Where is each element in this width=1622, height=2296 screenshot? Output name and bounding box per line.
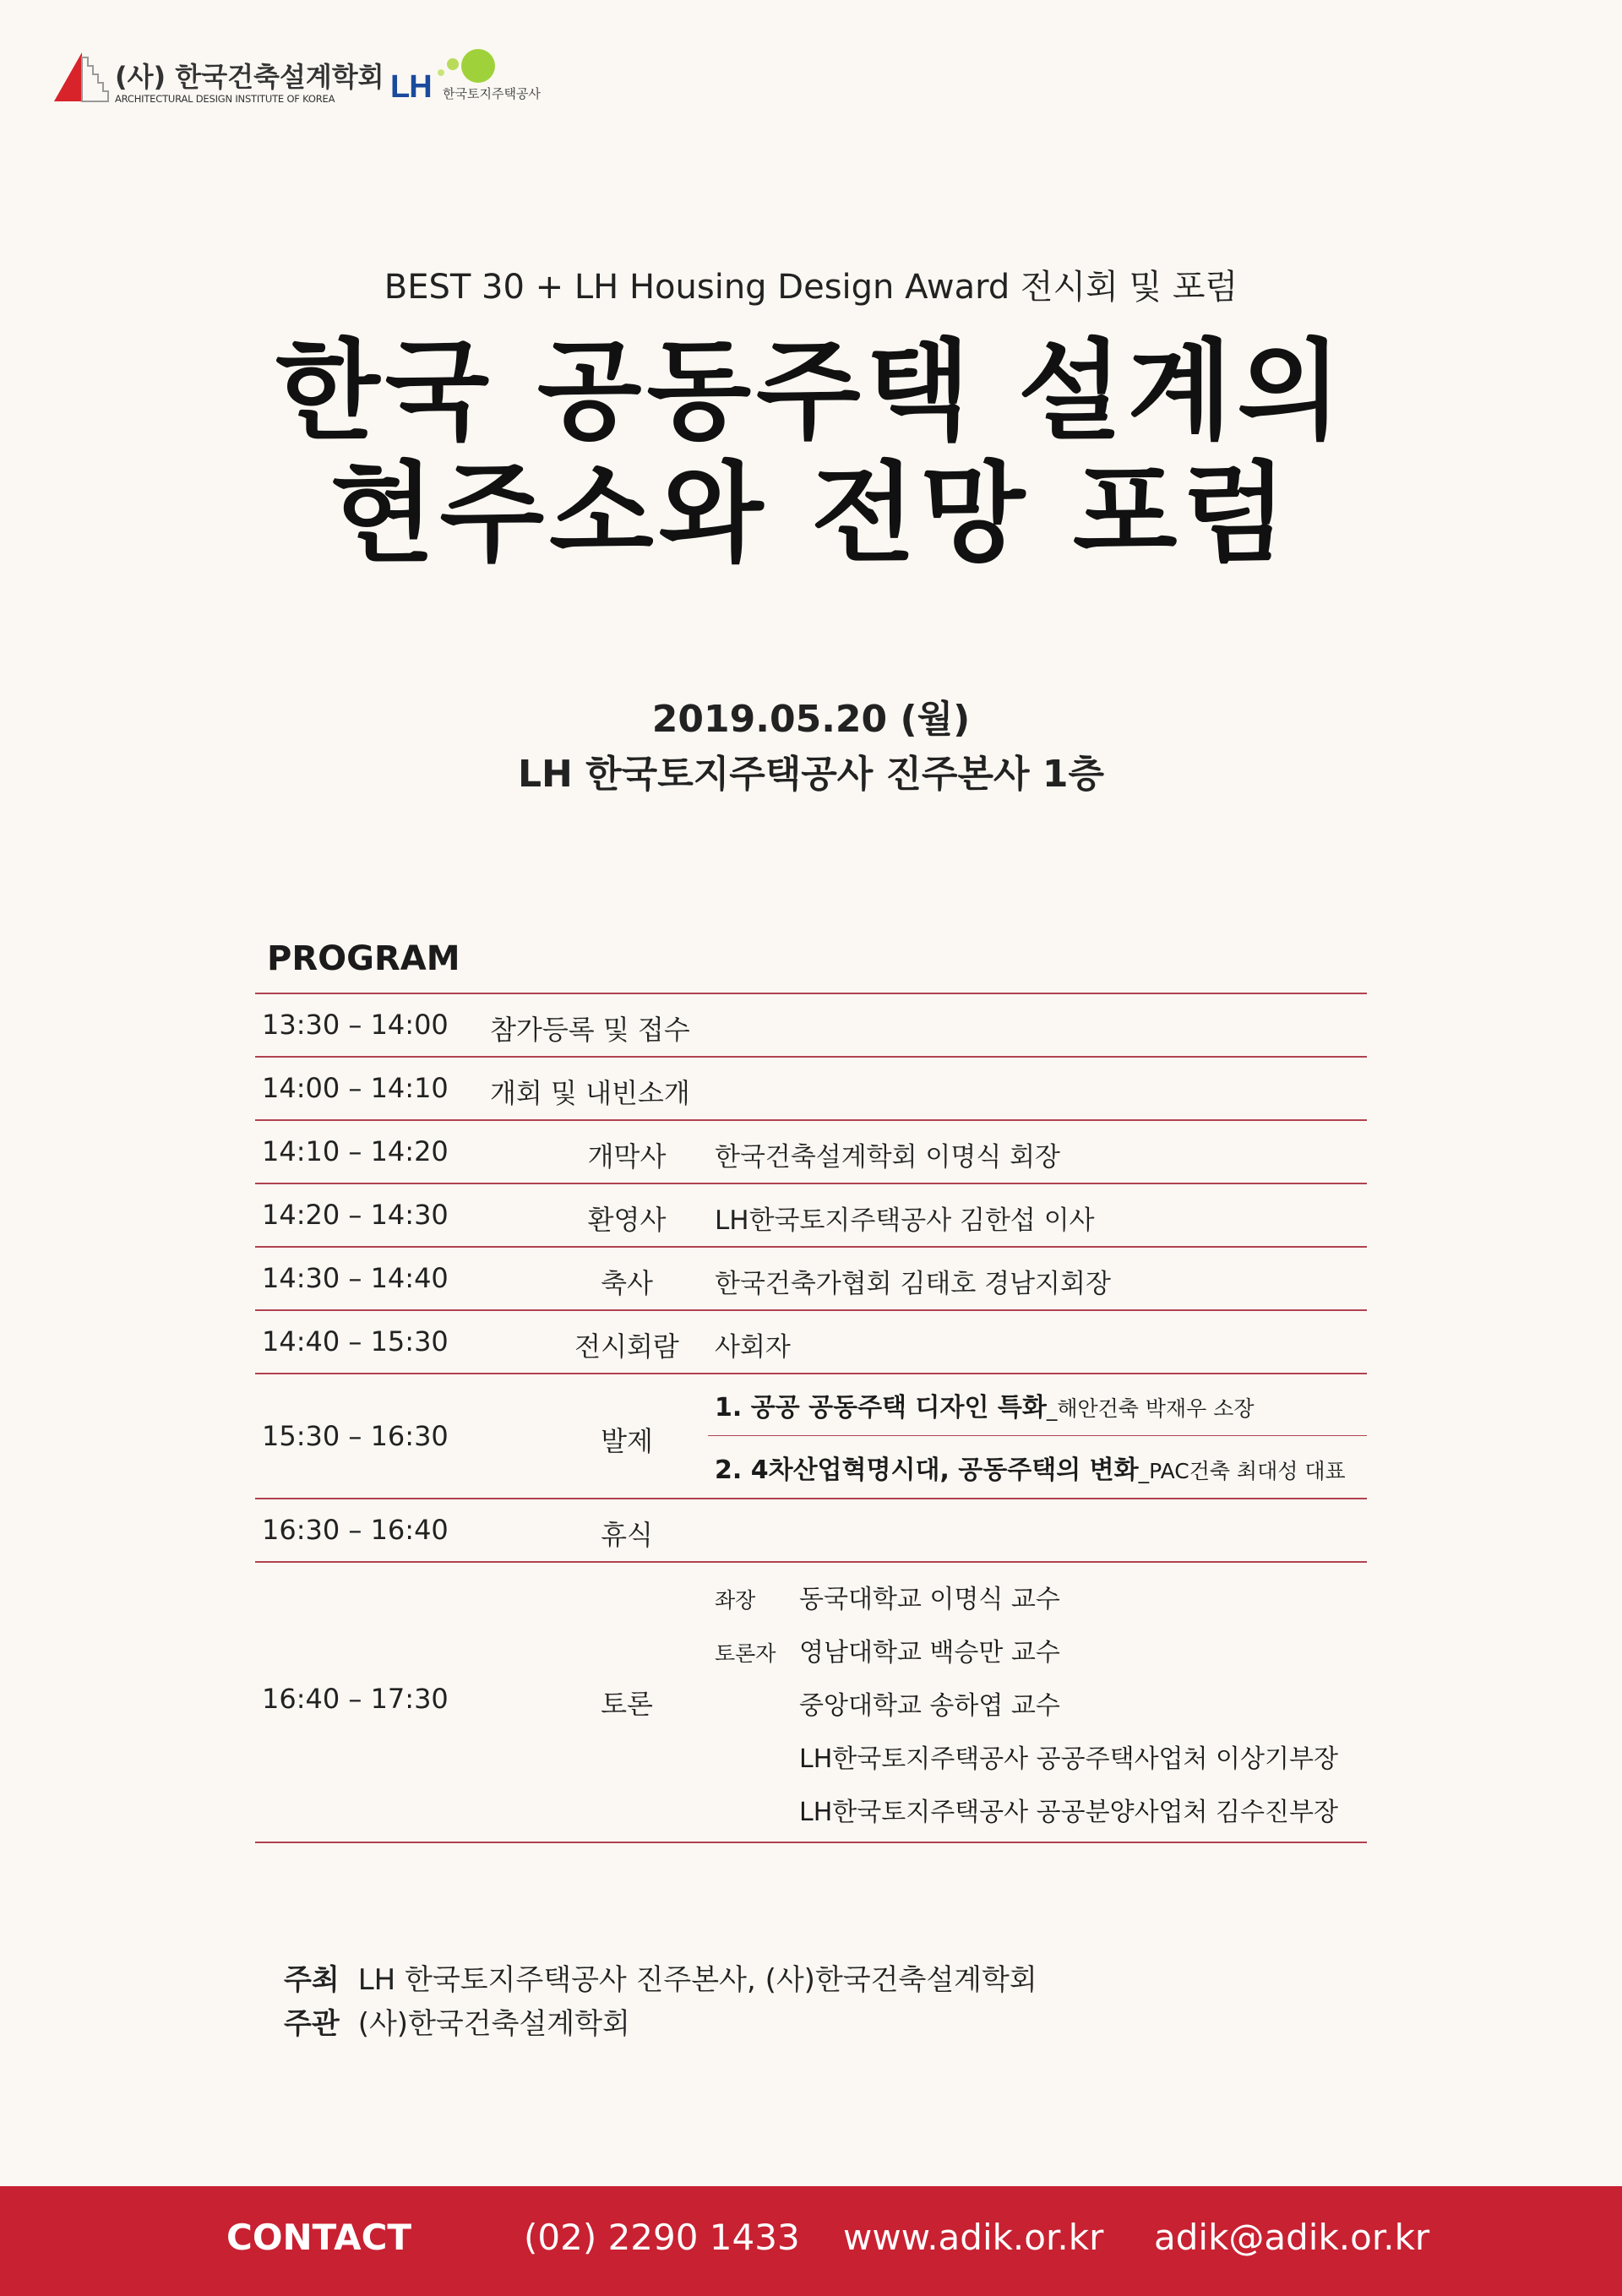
talk-title: 1. 공공 공동주택 디자인 특화 <box>715 1393 1047 1423</box>
talk-divider <box>708 1435 1367 1436</box>
row-time: 16:30 – 16:40 <box>262 1514 449 1546</box>
row-detail: 한국건축설계학회 이명식 회장 <box>715 1142 1061 1172</box>
program-row <box>255 1246 1367 1309</box>
program-row <box>255 1119 1367 1183</box>
row-activity: 개막사 <box>587 1140 667 1172</box>
row-time: 15:30 – 16:30 <box>262 1420 449 1452</box>
contact-website-link[interactable]: www.adik.or.kr <box>843 2217 1104 2258</box>
row-detail: 한국건축가협회 김태호 경남지회장 <box>715 1269 1111 1299</box>
lh-mark: LH <box>390 69 432 105</box>
row-activity: 축사 <box>601 1267 653 1299</box>
panel-name: 중앙대학교 송하엽 교수 <box>799 1691 1060 1721</box>
panel-member <box>715 1578 1060 1615</box>
talk-speaker: _해안건축 박재우 소장 <box>1046 1396 1255 1421</box>
panel-role: 토론자 <box>715 1641 776 1666</box>
contact-footer <box>0 2186 1622 2296</box>
event-date: 2019.05.20 (월) <box>651 698 971 741</box>
organizer-value: (사)한국건축설계학회 <box>357 2007 630 2041</box>
talk-title: 2. 4차산업혁명시대, 공동주택의 변화 <box>715 1455 1139 1485</box>
program-row <box>255 1498 1367 1561</box>
row-time: 14:20 – 14:30 <box>262 1199 449 1231</box>
program-row <box>255 1183 1367 1246</box>
row-time: 16:40 – 17:30 <box>262 1683 449 1715</box>
row-time: 14:10 – 14:20 <box>262 1135 449 1167</box>
organizer-label: 주관 <box>284 2007 340 2041</box>
panel-role: 좌장 <box>715 1588 756 1613</box>
panel-name: LH한국토지주택공사 공공주택사업처 이상기부장 <box>799 1744 1338 1774</box>
organizer-line <box>284 2000 630 2042</box>
row-detail: LH한국토지주택공사 김한섭 이사 <box>715 1205 1095 1236</box>
panel-member <box>715 1631 1060 1668</box>
host-value: LH 한국토지주택공사 진주본사, (사)한국건축설계학회 <box>357 1963 1037 1997</box>
program-row <box>255 993 1367 1056</box>
row-activity: 발제 <box>601 1425 653 1457</box>
program-row-panel <box>255 1561 1367 1843</box>
adik-english-name: ARCHITECTURAL DESIGN INSTITUTE OF KOREA <box>115 93 335 105</box>
adik-name: (사) 한국건축설계학회 <box>115 61 384 93</box>
program-row-talks <box>255 1373 1367 1498</box>
host-line <box>284 1956 1037 1998</box>
host-label: 주최 <box>284 1963 340 1997</box>
row-activity: 토론 <box>601 1688 653 1720</box>
lh-logo <box>390 47 559 106</box>
panel-name: 영남대학교 백승만 교수 <box>799 1638 1060 1668</box>
row-time: 13:30 – 14:00 <box>262 1009 449 1041</box>
event-venue: LH 한국토지주택공사 진주본사 1층 <box>518 753 1104 796</box>
program-row <box>255 1056 1367 1119</box>
contact-phone[interactable]: (02) 2290 1433 <box>524 2217 800 2258</box>
row-time: 14:30 – 14:40 <box>262 1262 449 1294</box>
event-title-line2: 현주소와 전망 포럼 <box>329 451 1293 577</box>
contact-email-link[interactable]: adik@adik.or.kr <box>1154 2217 1430 2258</box>
talk-item <box>715 1449 1346 1486</box>
program-row <box>255 1309 1367 1373</box>
row-activity: 개회 및 내빈소개 <box>490 1077 690 1109</box>
talk-item <box>715 1386 1255 1423</box>
event-title-line1: 한국 공동주택 설계의 <box>275 329 1347 454</box>
program-table <box>255 993 1367 1843</box>
event-subtitle: BEST 30 + LH Housing Design Award 전시회 및 포럼 <box>384 268 1238 307</box>
row-activity: 참가등록 및 접수 <box>490 1014 690 1046</box>
panel-member <box>715 1791 1338 1828</box>
panel-member <box>715 1684 1060 1722</box>
adik-logo <box>54 51 384 110</box>
program-heading: PROGRAM <box>267 939 460 978</box>
panel-member <box>715 1738 1338 1775</box>
row-time: 14:40 – 15:30 <box>262 1325 449 1357</box>
row-detail: 사회자 <box>715 1332 791 1363</box>
panel-name: 동국대학교 이명식 교수 <box>799 1585 1060 1614</box>
adik-pyramid-icon <box>54 51 110 103</box>
talk-speaker: _PAC건축 최대성 대표 <box>1138 1459 1346 1483</box>
row-activity: 환영사 <box>587 1204 667 1236</box>
contact-label: CONTACT <box>226 2217 412 2258</box>
row-time: 14:00 – 14:10 <box>262 1072 449 1104</box>
panel-name: LH한국토지주택공사 공공분양사업처 김수진부장 <box>799 1798 1338 1827</box>
lh-name: 한국토지주택공사 <box>443 86 541 101</box>
row-activity: 전시회람 <box>574 1330 679 1363</box>
row-activity: 휴식 <box>601 1519 653 1551</box>
